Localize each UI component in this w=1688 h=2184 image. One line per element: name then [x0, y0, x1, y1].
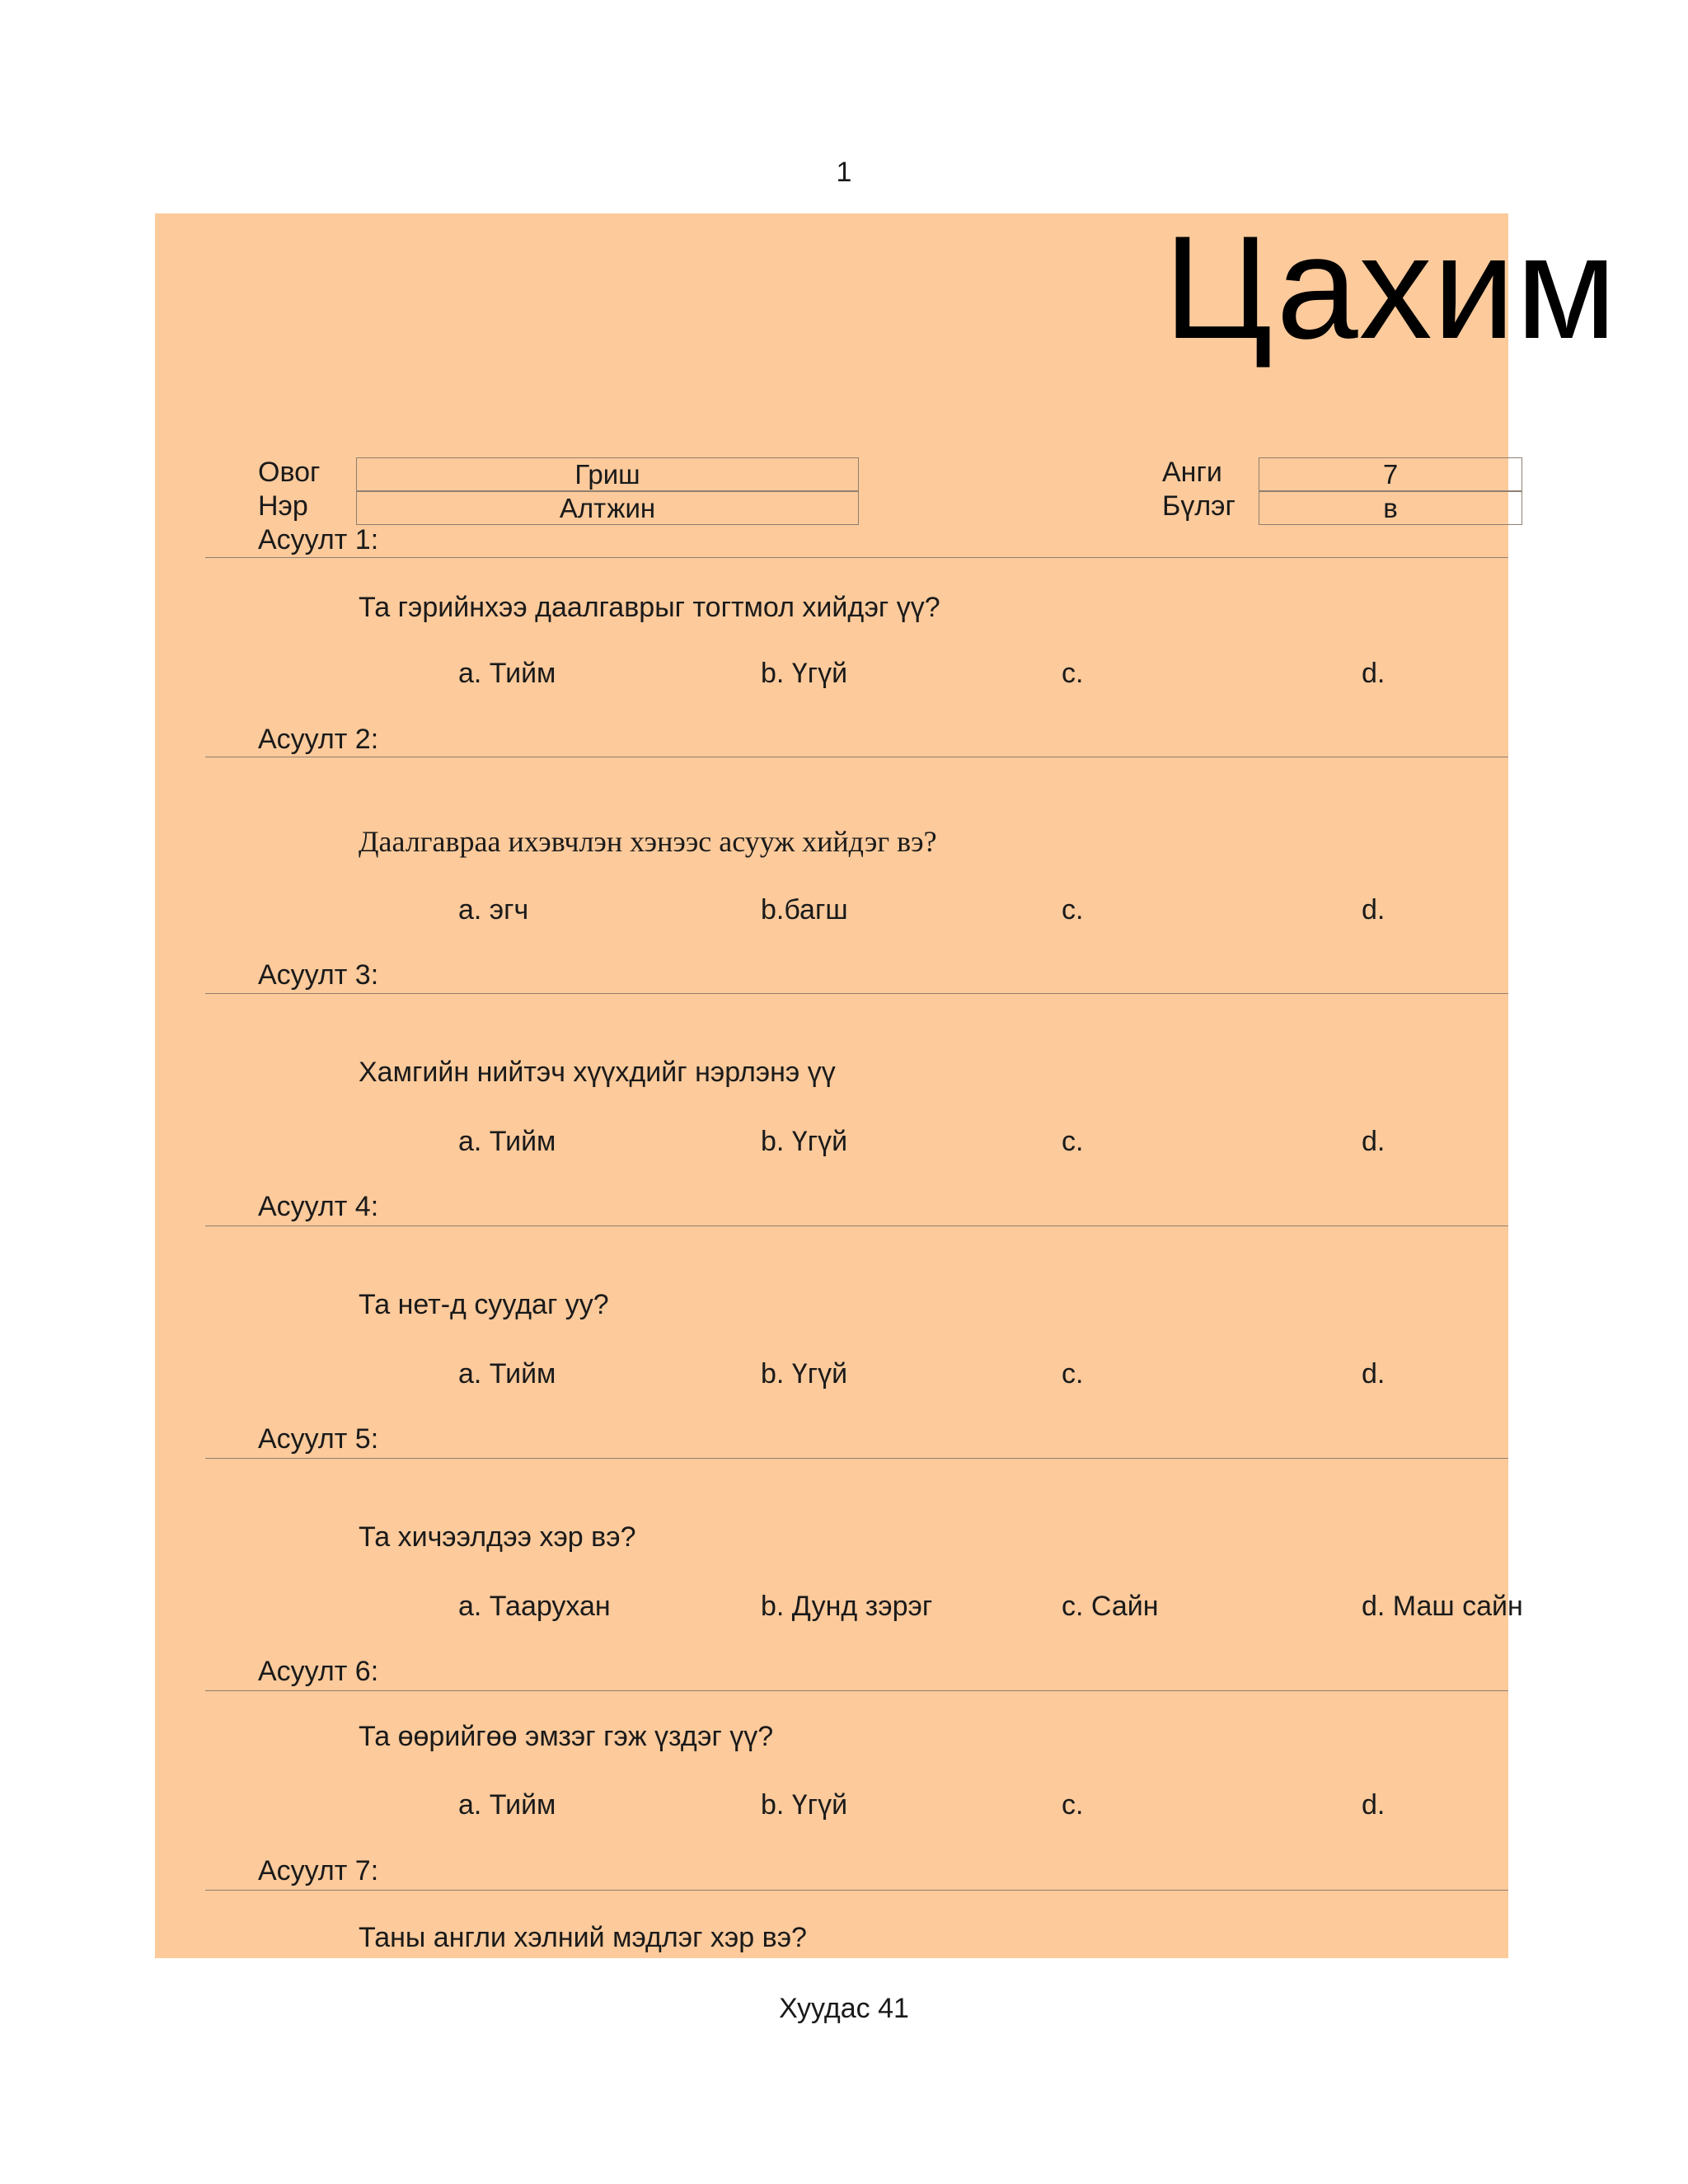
question-6-option-a[interactable]: a. Тийм	[458, 1789, 556, 1821]
survey-sheet	[155, 205, 1618, 1958]
question-3-option-c[interactable]: c.	[1062, 1126, 1084, 1157]
question-2-text: Даалгавраа ихэвчлэн хэнээс асууж хийдэг вэ?	[359, 825, 937, 858]
group-field[interactable]: в	[1259, 491, 1522, 525]
question-3-option-a[interactable]: a. Тийм	[458, 1126, 556, 1157]
question-5-label: Асуулт 5:	[258, 1423, 379, 1455]
question-1-option-a[interactable]: a. Тийм	[458, 658, 556, 689]
question-1-option-c[interactable]: c.	[1062, 658, 1084, 689]
question-2-option-b[interactable]: b.багш	[761, 894, 848, 926]
question-5-option-a[interactable]: a. Таарухан	[458, 1591, 611, 1622]
question-4-option-d[interactable]: d.	[1362, 1358, 1386, 1390]
question-2-option-c[interactable]: c.	[1062, 894, 1084, 926]
question-divider	[205, 1458, 1508, 1459]
question-1-option-b[interactable]: b. Үгүй	[761, 658, 848, 689]
surname-label: Овог	[258, 457, 321, 488]
question-divider	[205, 993, 1508, 994]
question-5-option-d[interactable]: d. Маш сайн	[1362, 1591, 1523, 1622]
group-label: Бүлэг	[1162, 490, 1236, 522]
question-5-text: Та хичээлдээ хэр вэ?	[359, 1521, 636, 1553]
question-6-option-b[interactable]: b. Үгүй	[761, 1789, 848, 1821]
question-divider	[205, 1890, 1508, 1891]
class-label: Анги	[1162, 457, 1222, 488]
question-2-option-d[interactable]: d.	[1362, 894, 1386, 926]
question-4-label: Асуулт 4:	[258, 1191, 379, 1222]
question-2-label: Асуулт 2:	[258, 724, 379, 755]
question-7-text: Таны англи хэлний мэдлэг хэр вэ?	[359, 1922, 807, 1953]
question-4-text: Та нет-д суудаг уу?	[359, 1289, 609, 1320]
page-footer: Хуудас 41	[779, 1993, 909, 2024]
question-divider	[205, 1690, 1508, 1691]
question-4-option-c[interactable]: c.	[1062, 1358, 1084, 1390]
question-6-text: Та өөрийгөө эмзэг гэж үздэг үү?	[359, 1721, 774, 1752]
form-title: Цахим	[1164, 205, 1618, 369]
name-field[interactable]: Алтжин	[356, 491, 859, 525]
question-1-option-d[interactable]: d.	[1362, 658, 1386, 689]
question-1-label: Асуулт 1:	[258, 524, 379, 555]
question-4-option-a[interactable]: a. Тийм	[458, 1358, 556, 1390]
question-1-text: Та гэрийнхээ даалгаврыг тогтмол хийдэг үү?	[359, 592, 940, 623]
question-6-label: Асуулт 6:	[258, 1656, 379, 1687]
question-4-option-b[interactable]: b. Үгүй	[761, 1358, 848, 1390]
class-field[interactable]: 7	[1259, 457, 1522, 491]
question-3-text: Хамгийн нийтэч хүүхдийг нэрлэнэ үү	[359, 1057, 836, 1088]
question-6-option-d[interactable]: d.	[1362, 1789, 1386, 1821]
question-5-option-c[interactable]: c. Сайн	[1062, 1591, 1159, 1622]
surname-field[interactable]: Гриш	[356, 457, 859, 491]
question-6-option-c[interactable]: c.	[1062, 1789, 1084, 1821]
page-number: 1	[836, 157, 852, 188]
question-divider	[205, 557, 1508, 558]
question-5-option-b[interactable]: b. Дунд зэрэг	[761, 1591, 933, 1622]
question-2-option-a[interactable]: a. эгч	[458, 894, 529, 926]
question-3-option-d[interactable]: d.	[1362, 1126, 1386, 1157]
question-7-label: Асуулт 7:	[258, 1855, 379, 1886]
name-label: Нэр	[258, 490, 308, 522]
question-3-option-b[interactable]: b. Үгүй	[761, 1126, 848, 1157]
question-3-label: Асуулт 3:	[258, 959, 379, 991]
